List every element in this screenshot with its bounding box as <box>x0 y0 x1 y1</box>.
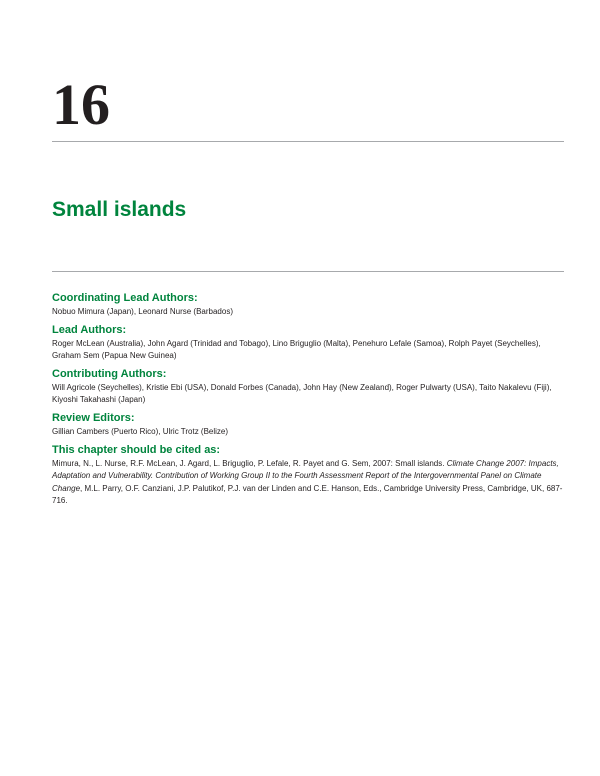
front-matter <box>52 292 564 514</box>
citation-book-title: Climate Change 2007: Impacts, Adaptation and Vulnerability. Contribution of Working Group II to the Fourth Assessment Report of the Intergovernmental Panel on Climate Change <box>52 459 559 493</box>
citation-text <box>52 458 564 508</box>
coordinating-lead-authors-section <box>52 292 564 318</box>
lead-authors-list: Roger McLean (Australia), John Agard (Trinidad and Tobago), Lino Briguglio (Malta), Penehuro Lefale (Samoa), Rolph Payet (Seychelles), Graham Sem (Papua New Guinea) <box>52 339 541 360</box>
citation-heading: This chapter should be cited as: <box>52 444 221 456</box>
chapter-title: Small islands <box>52 198 187 221</box>
citation-section <box>52 444 564 508</box>
bottom-divider <box>52 271 564 272</box>
citation-authors: Mimura, N., L. Nurse, R.F. McLean, J. Agard, L. Briguglio, P. Lefale, R. Payet and G. Sem, 2007: Small islands. <box>52 459 447 468</box>
citation-publication-details: , M.L. Parry, O.F. Canziani, J.P. Palutikof, P.J. van der Linden and C.E. Hanson, Eds., Cambridge University Press, Cambridge, UK, 687-716. <box>52 483 563 506</box>
contributing-authors-heading: Contributing Authors: <box>52 368 167 380</box>
lead-authors-section <box>52 324 564 362</box>
coordinating-lead-authors-heading: Coordinating Lead Authors: <box>52 292 198 304</box>
review-editors-section <box>52 412 564 438</box>
lead-authors-heading: Lead Authors: <box>52 324 127 336</box>
contributing-authors-section <box>52 368 564 406</box>
review-editors-heading: Review Editors: <box>52 412 135 424</box>
coordinating-lead-authors-list: Nobuo Mimura (Japan), Leonard Nurse (Barbados) <box>52 307 233 316</box>
review-editors-list: Gillian Cambers (Puerto Rico), Ulric Trotz (Belize) <box>52 427 229 436</box>
top-divider <box>52 141 564 142</box>
contributing-authors-list: Will Agricole (Seychelles), Kristie Ebi (USA), Donald Forbes (Canada), John Hay (New Zealand), Roger Pulwarty (USA), Taito Nakalevu (Fiji), Kiyoshi Takahashi (Japan) <box>52 383 552 404</box>
chapter-number: 16 <box>52 72 110 137</box>
